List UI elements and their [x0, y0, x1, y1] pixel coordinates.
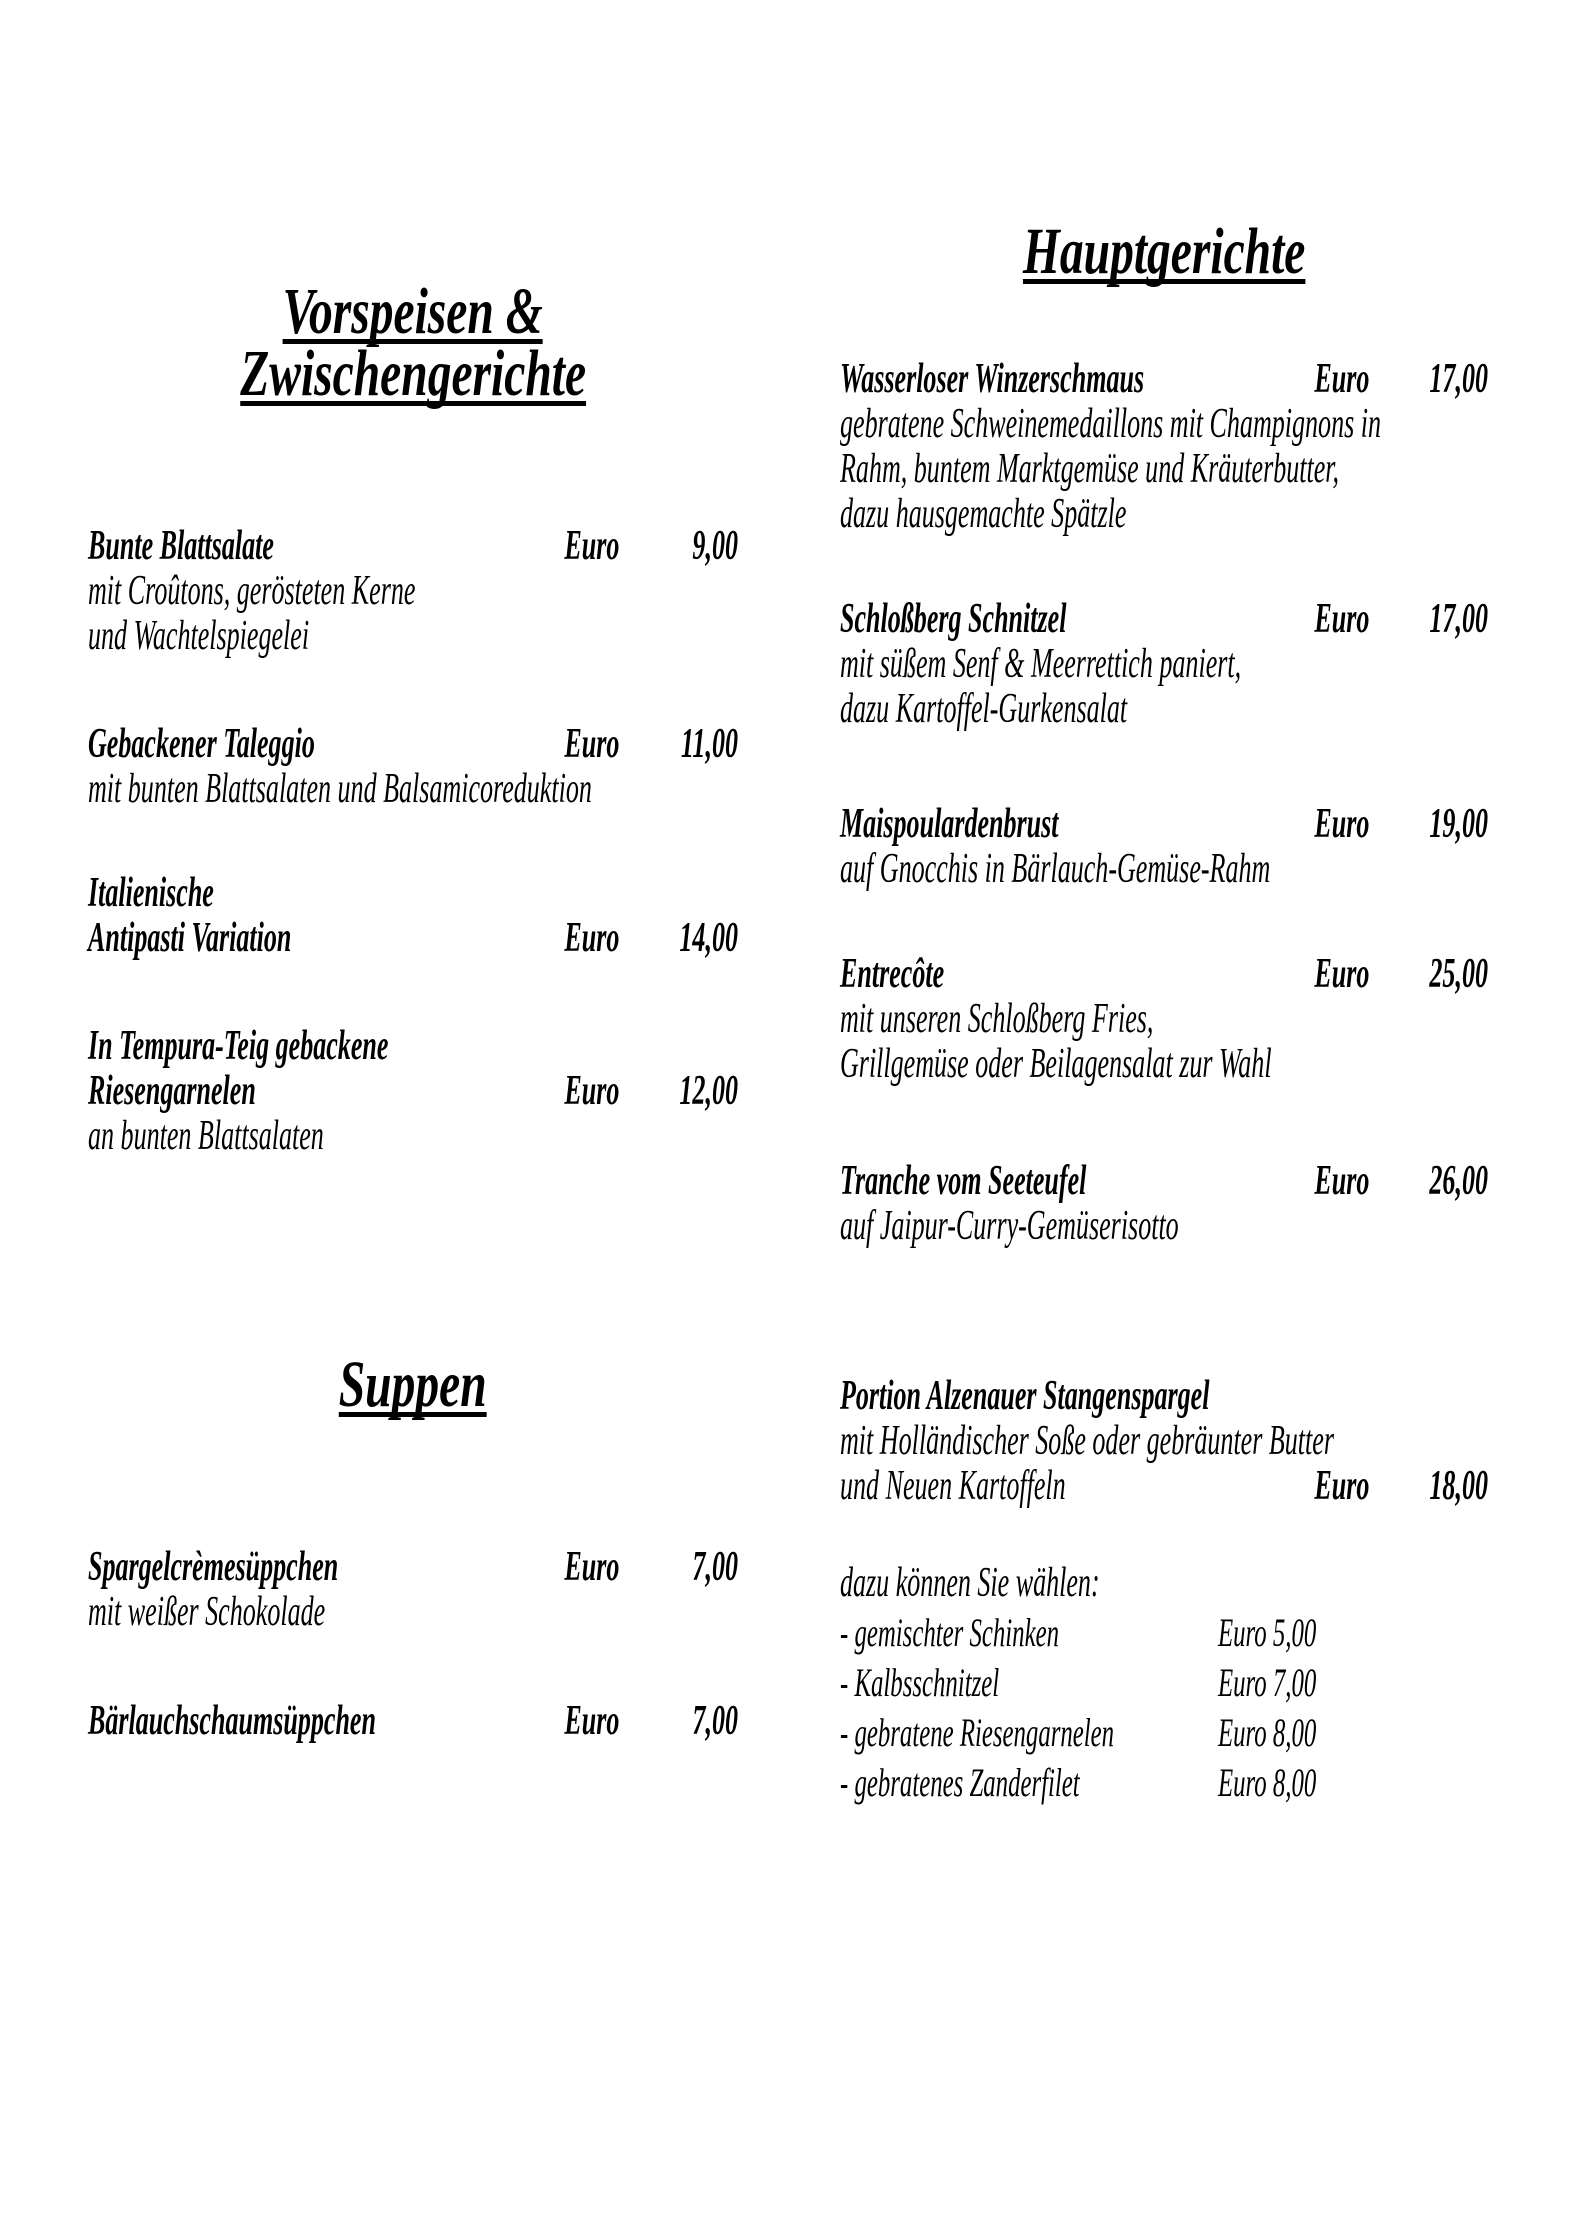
dish-price — [1314, 1159, 1488, 1204]
dish-description: und Wachtelspiegelei — [88, 613, 310, 659]
dish-name: Schloßberg Schnitzel — [840, 596, 1067, 642]
section-header-hauptgerichte — [840, 215, 1488, 288]
dish-name: Maispoulardenbrust — [840, 801, 1059, 847]
dish-description: dazu hausgemachte Spätzle — [840, 491, 1127, 537]
addon-label: - gebratenes Zanderfilet — [840, 1760, 1080, 1805]
price-amount: 17,00 — [1429, 596, 1488, 642]
dish-name: Portion Alzenauer Stangenspargel — [840, 1373, 1210, 1419]
addon-label: - gebratene Riesengarnelen — [840, 1710, 1115, 1755]
menu-item-maispoulardenbrust — [840, 802, 1488, 892]
section-header-line: Zwischengerichte — [240, 337, 586, 410]
dish-description: mit süßem Senf & Meerrettich paniert, — [840, 641, 1242, 687]
menu-item-riesengarnelen — [88, 1024, 738, 1159]
price-amount: 25,00 — [1429, 951, 1488, 997]
currency-label: Euro — [1314, 801, 1370, 847]
price-amount: 19,00 — [1429, 801, 1488, 847]
addons-list — [840, 1610, 1488, 1810]
menu-item-winzerschmaus — [840, 357, 1488, 537]
dish-price — [1314, 597, 1488, 642]
dish-price — [1314, 802, 1488, 847]
menu-item-baerlauchsuppe — [88, 1699, 738, 1744]
currency-label: Euro — [564, 721, 620, 767]
dish-price — [564, 1699, 738, 1744]
dish-description: und Neuen Kartoffeln — [840, 1463, 1066, 1509]
dish-description: mit unseren Schloßberg Fries, — [840, 996, 1154, 1042]
dish-description: mit Croûtons, gerösteten Kerne — [88, 568, 416, 614]
dish-name: Tranche vom Seeteufel — [840, 1158, 1087, 1204]
addon-row — [840, 1610, 1488, 1655]
section-header-line: Hauptgerichte — [1022, 215, 1306, 288]
addon-row — [840, 1760, 1488, 1805]
addon-price: Euro 7,00 — [1218, 1660, 1317, 1705]
section-header-line: Vorspeisen & — [282, 275, 544, 348]
dish-price — [1314, 1464, 1488, 1509]
dish-name: Antipasti Variation — [88, 915, 292, 961]
price-amount: 14,00 — [679, 915, 738, 961]
dish-name: Entrecôte — [840, 951, 945, 997]
menu-item-antipasti — [88, 871, 738, 961]
menu-item-seeteufel — [840, 1159, 1488, 1249]
addon-price: Euro 8,00 — [1218, 1710, 1317, 1755]
price-amount: 18,00 — [1429, 1463, 1488, 1509]
menu-item-schlossberg-schnitzel — [840, 597, 1488, 732]
currency-label: Euro — [564, 523, 620, 569]
addons-intro — [840, 1561, 1488, 1606]
menu-item-entrecote — [840, 952, 1488, 1087]
dish-price — [564, 524, 738, 569]
dish-price — [564, 916, 738, 961]
price-amount: 7,00 — [692, 1544, 738, 1590]
section-header-suppen — [88, 1348, 738, 1421]
dish-name: Wasserloser Winzerschmaus — [840, 356, 1145, 402]
dish-price — [1314, 952, 1488, 997]
dish-name: Italienische — [88, 870, 214, 916]
price-amount: 7,00 — [692, 1698, 738, 1744]
currency-label: Euro — [1314, 356, 1370, 402]
currency-label: Euro — [1314, 951, 1370, 997]
addon-row — [840, 1710, 1488, 1755]
addon-price: Euro 8,00 — [1218, 1760, 1317, 1805]
dish-price — [564, 1545, 738, 1590]
addon-price: Euro 5,00 — [1218, 1610, 1317, 1655]
dish-description: an bunten Blattsalaten — [88, 1113, 324, 1159]
dish-description: mit weißer Schokolade — [88, 1589, 326, 1635]
dish-name: Bärlauchschaumsüppchen — [88, 1698, 376, 1744]
price-amount: 12,00 — [679, 1068, 738, 1114]
dish-description: mit Holländischer Soße oder gebräunter Butter — [840, 1418, 1334, 1464]
dish-description: gebratene Schweinemedaillons mit Champignons in — [840, 401, 1381, 447]
dish-description: mit bunten Blattsalaten und Balsamicoreduktion — [88, 766, 592, 812]
dish-name: In Tempura-Teig gebackene — [88, 1023, 389, 1069]
dish-price — [564, 722, 738, 767]
dish-price — [1314, 357, 1488, 402]
section-header-vorspeisen — [88, 275, 738, 410]
addon-label: - gemischter Schinken — [840, 1610, 1059, 1655]
currency-label: Euro — [564, 915, 620, 961]
addon-row — [840, 1660, 1488, 1705]
currency-label: Euro — [564, 1698, 620, 1744]
currency-label: Euro — [564, 1544, 620, 1590]
dish-description: auf Gnocchis in Bärlauch-Gemüse-Rahm — [840, 846, 1271, 892]
currency-label: Euro — [1314, 1463, 1370, 1509]
dish-description: auf Jaipur-Curry-Gemüserisotto — [840, 1203, 1179, 1249]
dish-name: Spargelcrèmesüppchen — [88, 1544, 339, 1590]
addons-intro-text: dazu können Sie wählen: — [840, 1560, 1100, 1606]
price-amount: 11,00 — [680, 721, 738, 767]
section-header-line: Suppen — [339, 1348, 487, 1421]
menu-item-stangenspargel — [840, 1374, 1488, 1509]
dish-name: Gebackener Taleggio — [88, 721, 315, 767]
dish-description: dazu Kartoffel-Gurkensalat — [840, 686, 1128, 732]
currency-label: Euro — [1314, 1158, 1370, 1204]
addon-label: - Kalbsschnitzel — [840, 1660, 1000, 1705]
menu-item-bunte-blattsalate — [88, 524, 738, 659]
price-amount: 26,00 — [1429, 1158, 1488, 1204]
dish-description: Rahm, buntem Marktgemüse und Kräuterbutter, — [840, 446, 1340, 492]
dish-name: Riesengarnelen — [88, 1068, 256, 1114]
dish-name: Bunte Blattsalate — [88, 523, 274, 569]
menu-item-spargelsuppe — [88, 1545, 738, 1635]
currency-label: Euro — [1314, 596, 1370, 642]
menu-item-taleggio — [88, 722, 738, 812]
price-amount: 17,00 — [1429, 356, 1488, 402]
currency-label: Euro — [564, 1068, 620, 1114]
dish-description: Grillgemüse oder Beilagensalat zur Wahl — [840, 1041, 1272, 1087]
dish-price — [564, 1069, 738, 1114]
price-amount: 9,00 — [692, 523, 738, 569]
